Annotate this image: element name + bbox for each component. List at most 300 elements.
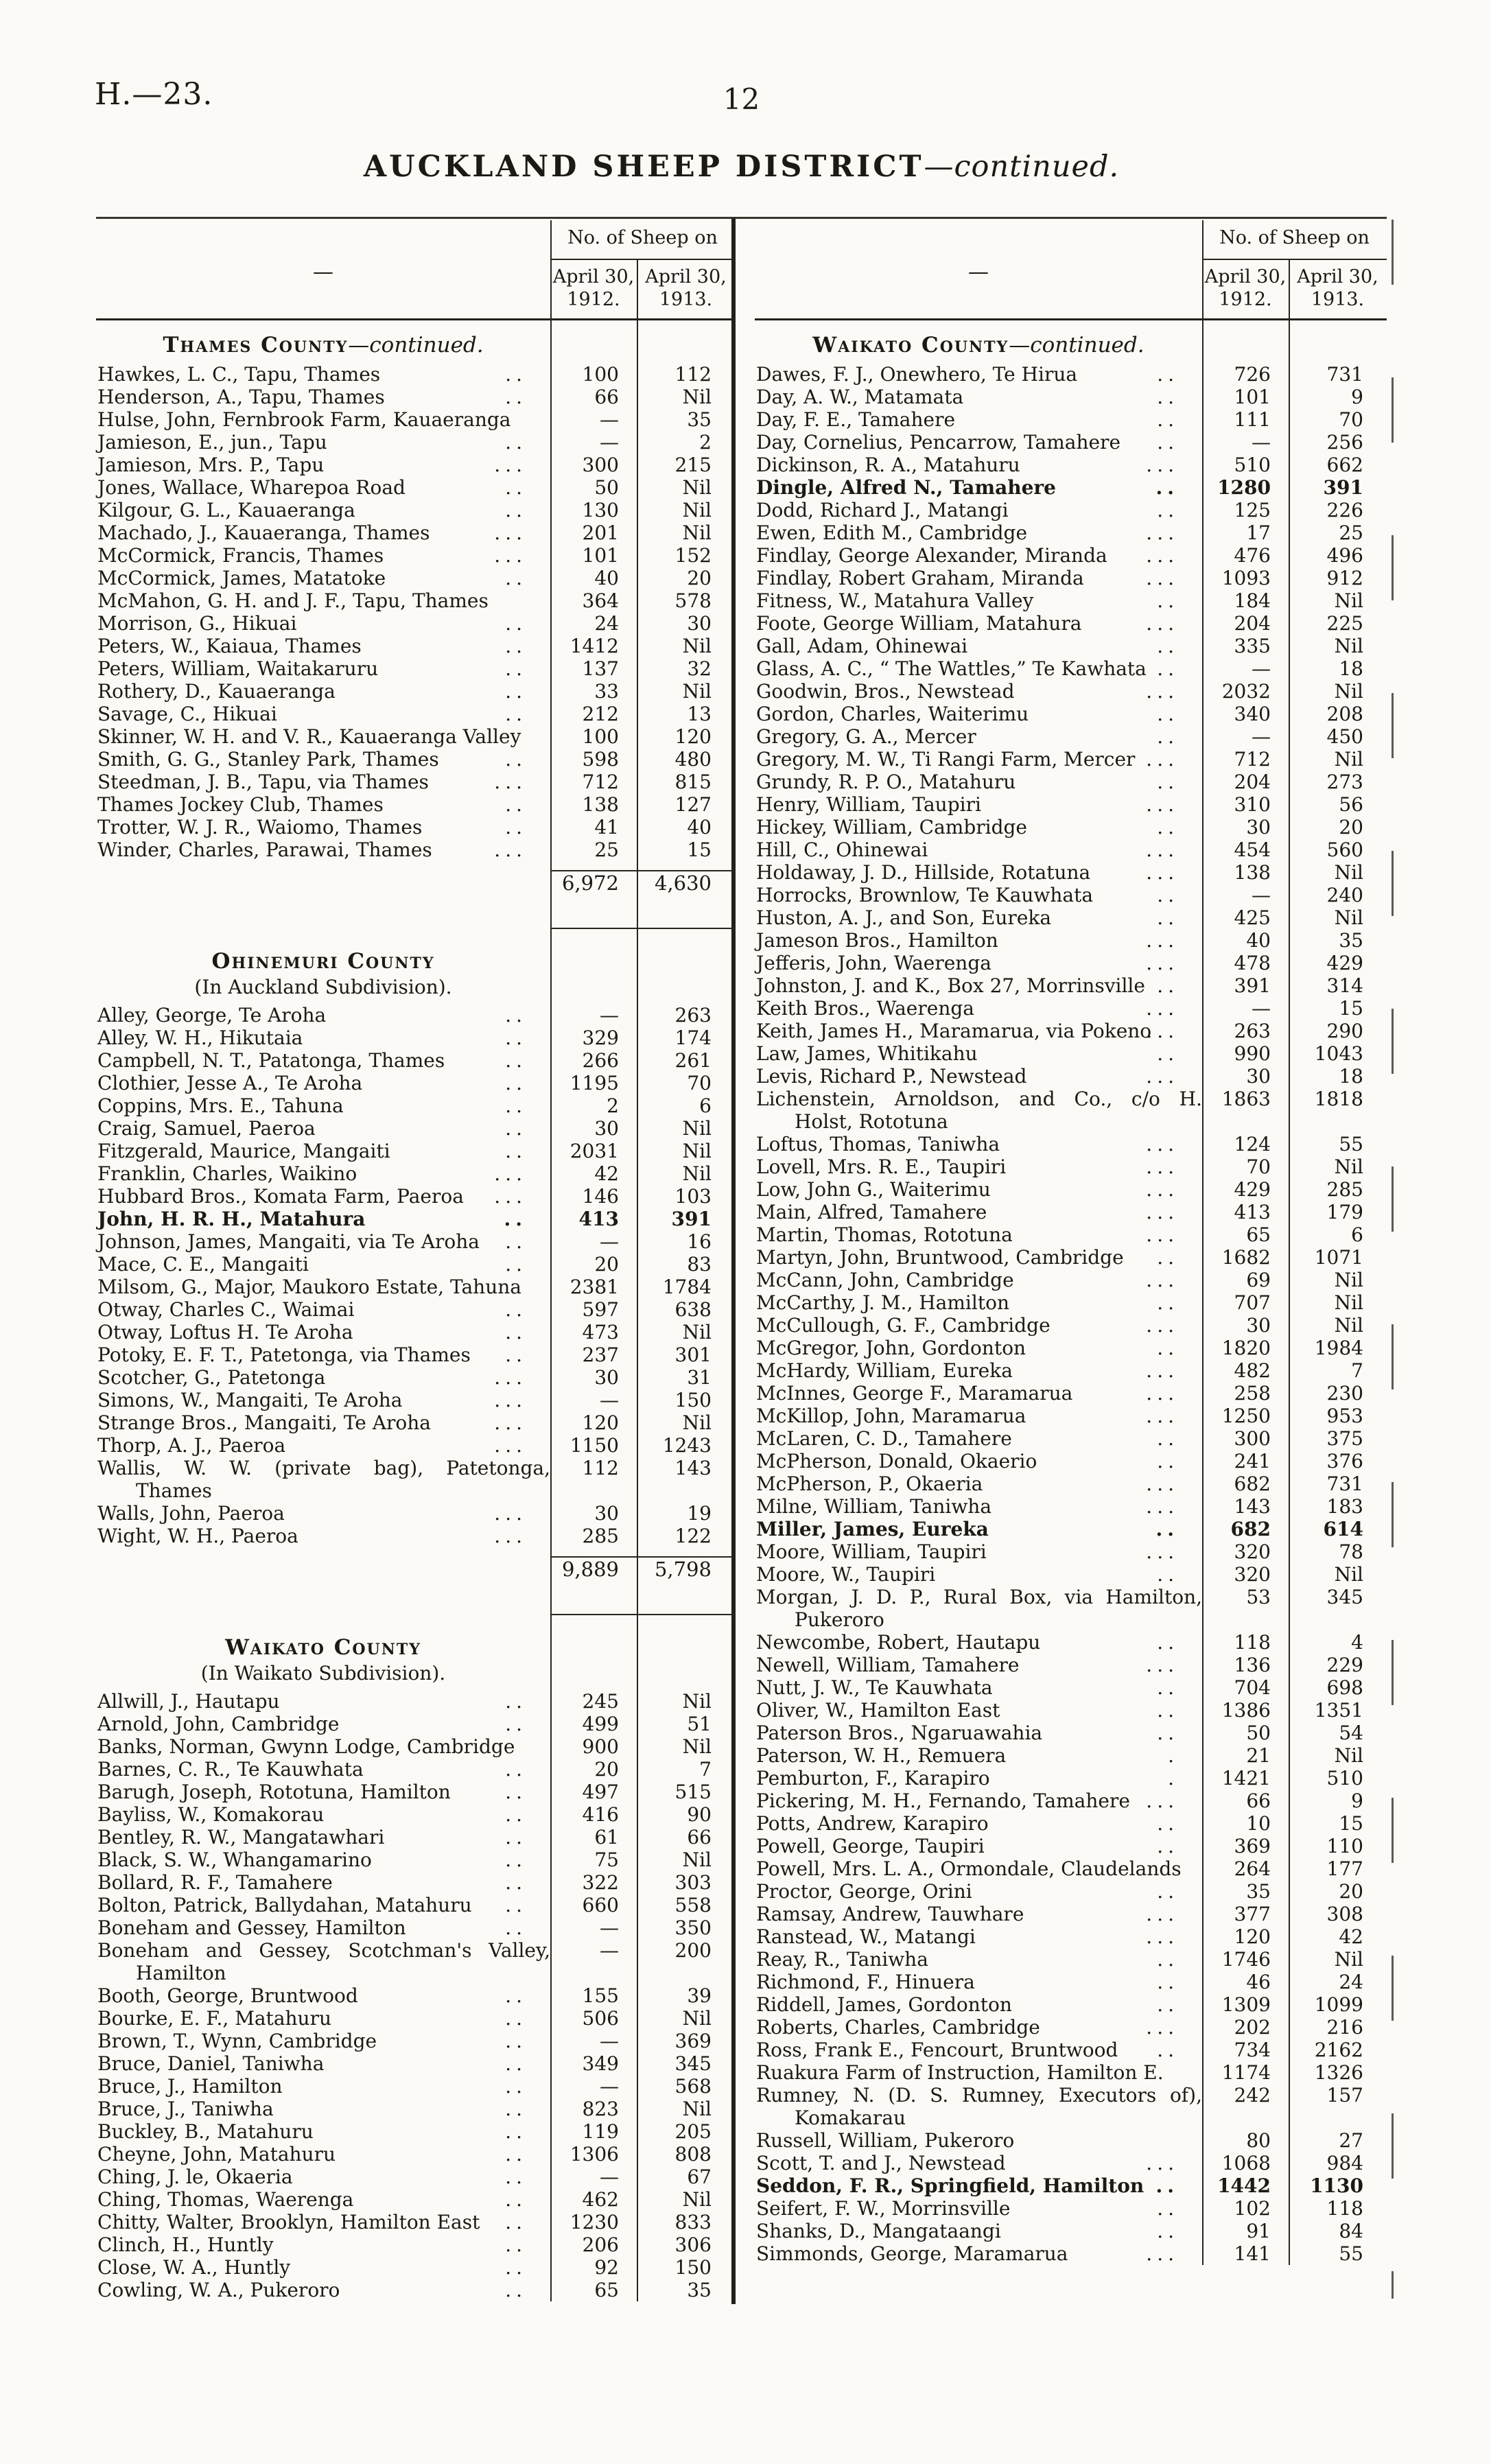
owner-name-text: McLaren, C. D., Tamahere [756,1427,1012,1450]
count-1913: 205 [674,2120,712,2143]
count-1912: 40 [594,567,619,589]
owner-row [96,2211,735,2233]
owner-name [755,1472,1202,1495]
count-1912: 1068 [1221,2152,1271,2174]
owner-row [755,1654,1387,1676]
count-1913: 70 [1339,408,1363,431]
count-1912: 42 [594,1162,619,1185]
dot-leader: .. [505,2279,527,2301]
count-1913: 35 [687,408,712,431]
count-1912: 120 [1234,1925,1271,1948]
owner-row [96,1525,735,1547]
dot-leader: .. [1157,1835,1179,1857]
owner-name-text: Gall, Adam, Ohinewai [756,635,968,657]
owner-name [755,431,1202,454]
count-1912: 112 [582,1457,619,1479]
owner-name [96,1803,550,1826]
owner-row [96,1434,735,1457]
count-1912: 1442 [1217,2174,1271,2197]
count-1913: Nil [682,1321,712,1344]
owner-name [96,748,550,771]
owner-name-text: Milsom, G., Major, Maukoro Estate, Tahuna [97,1276,521,1298]
county-heading [755,331,1202,359]
table-top-rule [96,217,1387,219]
owner-name-text: Findlay, George Alexander, Miranda [756,544,1107,567]
dot-leader: ... [1146,1201,1179,1223]
dot-leader: ... [1146,1790,1179,1812]
count-1912: 734 [1234,2039,1271,2061]
owner-row [96,1117,735,1140]
owner-name-text: Hill, C., Ohinewai [756,838,928,861]
count-1912: 46 [1246,1971,1271,1993]
count-1912: 119 [582,2120,619,2143]
owner-row [96,1026,735,1049]
owner-name [755,2084,1202,2129]
count-1913: Nil [682,680,712,703]
dot-leader: .. [505,2030,527,2052]
count-1912: 300 [1234,1427,1271,1450]
owner-name-text: Craig, Samuel, Paeroa [97,1117,316,1140]
owner-name-line1: Lichenstein, Arnoldson, and Co., c/o H. [756,1088,1202,1110]
owner-name [96,1389,550,1411]
owner-row [755,929,1387,952]
count-1913: 83 [687,1253,712,1276]
dot-leader: .. [1157,2220,1179,2242]
owner-row [755,1857,1387,1880]
owner-name-text: Otway, Loftus H. Te Aroha [97,1321,353,1344]
page-number: 12 [723,82,760,116]
dot-leader: ... [1146,861,1179,884]
dot-leader: .. [505,1849,527,1871]
count-1913: 15 [687,838,712,861]
count-1913: 308 [1326,1903,1363,1925]
owner-name [96,521,550,544]
owner-name [96,1984,550,2007]
count-1912: 130 [582,499,619,521]
owner-name [755,1676,1202,1699]
owner-row [755,1020,1387,1042]
owner-name [755,521,1202,544]
count-1913: Nil [1334,748,1363,771]
owner-name-text: Booth, George, Bruntwood [97,1984,358,2007]
count-1912: 473 [582,1321,619,1344]
owner-row [755,589,1387,612]
count-1912: 1412 [570,635,619,657]
owner-name [755,2197,1202,2220]
continued-label: —continued. [1009,333,1144,357]
owner-row [96,657,735,680]
dot-leader: .. [505,1230,527,1253]
count-1912: 30 [1246,1065,1271,1088]
owner-name-text: Thames Jockey Club, Thames [97,793,384,816]
owner-name-text: Goodwin, Bros., Newstead [756,680,1015,703]
count-1913: 698 [1326,1676,1363,1699]
dot-leader: ... [494,1411,527,1434]
owner-name [755,476,1202,499]
owner-name [96,2052,550,2075]
count-1913: 215 [674,454,712,476]
table-header [96,220,735,320]
count-1912: 320 [1234,1563,1271,1586]
owner-name-text: Paterson Bros., Ngaruawahia [756,1722,1043,1744]
owner-row [96,1826,735,1849]
count-1913: 110 [1326,1835,1363,1857]
owner-row [755,1133,1387,1155]
owner-row [96,1411,735,1434]
owner-name-text: McPherson, P., Okaeria [756,1472,983,1495]
owner-name [96,1298,550,1321]
owner-name [755,1088,1202,1133]
owner-name [755,1925,1202,1948]
count-1912: 136 [1234,1654,1271,1676]
title-continued-label: —continued. [924,150,1120,184]
owner-name [755,1337,1202,1359]
dot-leader: .. [505,2007,527,2030]
count-1913: Nil [1334,1563,1363,1586]
owner-name [755,816,1202,838]
dot-leader: .. [1157,1722,1179,1744]
owner-row [755,567,1387,589]
owner-name [96,1735,550,1758]
owner-name-text: Levis, Richard P., Newstead [756,1065,1027,1088]
owner-name [96,1525,550,1547]
owner-row [96,1230,735,1253]
owner-name [755,2016,1202,2039]
dot-leader: ... [1146,997,1179,1020]
count-1913: 20 [687,567,712,589]
count-1912: 506 [582,2007,619,2030]
count-1912: 50 [594,476,619,499]
dot-leader: .. [505,816,527,838]
count-1912: 990 [1234,1042,1271,1065]
owner-name-text: Fitness, W., Matahura Valley [756,589,1034,612]
count-1912: 1150 [570,1434,619,1457]
owner-row [755,1223,1387,1246]
owner-row [96,1871,735,1894]
count-1913: 118 [1326,2197,1363,2220]
continued-label: —continued. [348,333,484,357]
count-1912: 1306 [570,2143,619,2166]
count-1912: 92 [594,2256,619,2279]
count-1913: 67 [687,2166,712,2188]
owner-name-text: Huston, A. J., and Son, Eureka [756,906,1052,929]
count-1912: 329 [582,1026,619,1049]
dot-leader: .. [1157,2197,1179,2220]
count-1913: 369 [674,2030,712,2052]
section-heading [96,331,550,359]
owner-row [96,771,735,793]
owner-row [755,1405,1387,1427]
owner-row [755,2039,1387,2061]
owner-name [755,1586,1202,1631]
owner-name [755,1812,1202,1835]
count-1912: 20 [594,1758,619,1781]
owner-name [755,1020,1202,1042]
count-1913: 1071 [1314,1246,1363,1269]
dot-leader: .. [505,2143,527,2166]
dot-leader: .. [1157,408,1179,431]
owner-row [755,1835,1387,1857]
dot-leader: .. [505,1690,527,1713]
owner-name [755,1857,1202,1880]
dot-leader: ... [494,838,527,861]
dot-leader: ... [1146,1359,1179,1382]
dot-leader: .. [505,2211,527,2233]
count-1913: 55 [1339,1133,1363,1155]
dot-leader: .. [505,635,527,657]
owner-name-line2: Hamilton [136,1962,226,1984]
count-1913: 510 [1326,1767,1363,1790]
owner-row [96,1389,735,1411]
count-1912: 413 [578,1208,619,1230]
dot-leader: .. [505,567,527,589]
count-1912: — [600,2075,619,2098]
count-1913: 1818 [1314,1088,1363,1110]
owner-name [755,386,1202,408]
owner-row [96,1984,735,2007]
owner-name-text: McCarthy, J. M., Hamilton [756,1291,1009,1314]
owner-name [755,2242,1202,2265]
owner-name-text: McCann, John, Cambridge [756,1269,1014,1291]
count-1913: Nil [682,1849,712,1871]
owner-row [755,2061,1387,2084]
count-1913: 200 [674,1939,712,1962]
count-1912: 704 [1234,1676,1271,1699]
owner-name-line2: Pukeroro [795,1608,884,1631]
count-1913: 226 [1326,499,1363,521]
dot-leader: .. [505,1984,527,2007]
owner-row [96,1094,735,1117]
owner-name-text: Johnson, James, Mangaiti, via Te Aroha [97,1230,480,1253]
owner-row [96,838,735,861]
dot-leader: ... [1146,1065,1179,1088]
owner-name-text: Newell, William, Tamahere [756,1654,1020,1676]
count-1913: Nil [682,2007,712,2030]
owner-row [96,1713,735,1735]
owner-name-text: Strange Bros., Mangaiti, Te Aroha [97,1411,431,1434]
owner-row [755,861,1387,884]
owner-name [96,1004,550,1026]
count-1912: 597 [582,1298,619,1321]
owner-name [96,2075,550,2098]
owner-row [755,1744,1387,1767]
dot-leader: .. [1157,657,1179,680]
count-1913: Nil [682,1735,712,1758]
count-1913: 350 [674,1916,712,1939]
sheep-table-right [755,220,1387,2265]
owner-row [96,2098,735,2120]
count-1913: Nil [682,386,712,408]
owner-name [755,1744,1202,1767]
count-1912: 1863 [1221,1088,1271,1110]
district-title: AUCKLAND SHEEP DISTRICT [363,150,924,184]
count-1912: 1250 [1221,1405,1271,1427]
owner-name-text: Grundy, R. P. O., Matahuru [756,771,1016,793]
owner-name-text: Pickering, M. H., Fernando, Tamahere [756,1790,1130,1812]
count-1913: 256 [1326,431,1363,454]
dot-leader: .. [505,1803,527,1826]
owner-row [96,1457,735,1502]
owner-name-text: Scotcher, G., Patetonga [97,1366,326,1389]
owner-name [96,2233,550,2256]
dot-leader: ... [1146,544,1179,567]
owner-name [755,1291,1202,1314]
owner-row [755,476,1387,499]
count-1913: 15 [1339,997,1363,1020]
owner-name-text: Banks, Norman, Gwynn Lodge, Cambridge [97,1735,515,1758]
count-1913: 35 [687,2279,712,2301]
owner-row [755,657,1387,680]
owner-name-text: McCullough, G. F., Cambridge [756,1314,1050,1337]
owner-row [755,1065,1387,1088]
owner-name-line1: Morgan, J. D. P., Rural Box, via Hamilton, [756,1586,1202,1608]
owner-name-text: Steedman, J. B., Tapu, via Thames [97,771,429,793]
count-1913: 90 [687,1803,712,1826]
owner-name [96,1690,550,1713]
count-1913: 953 [1326,1405,1363,1427]
owner-name-text: Black, S. W., Whangamarino [97,1849,372,1871]
count-1913: 7 [699,1758,712,1781]
count-1912: 482 [1234,1359,1271,1382]
owner-name-text: Hubbard Bros., Komata Farm, Paeroa [97,1185,464,1208]
count-1912: 137 [582,657,619,680]
owner-row [96,1894,735,1916]
count-1912: — [600,1230,619,1253]
owner-name [96,1208,550,1230]
count-1912: 146 [582,1185,619,1208]
count-1913: Nil [1334,1744,1363,1767]
count-1912: — [600,2166,619,2188]
owner-row [755,725,1387,748]
count-1912: 125 [1234,499,1271,521]
owner-name-text: McMahon, G. H. and J. F., Tapu, Thames [97,589,489,612]
count-1913: 35 [1339,929,1363,952]
owner-name [96,793,550,816]
dot-leader: .. [1155,2174,1179,2197]
count-1912: — [1252,725,1271,748]
owner-row [755,1450,1387,1472]
owner-row [755,363,1387,386]
owner-name [755,1246,1202,1269]
owner-row [755,1472,1387,1495]
table-header [755,220,1387,320]
count-1913: 568 [674,2075,712,2098]
count-1912: 266 [582,1049,619,1072]
owner-row [96,454,735,476]
owner-name [96,1344,550,1366]
owner-name [96,1094,550,1117]
owner-name [96,1502,550,1525]
owner-row [755,635,1387,657]
owner-name [96,567,550,589]
count-1913: 7 [1351,1359,1363,1382]
owner-name [755,1314,1202,1337]
owner-name-text: Seddon, F. R., Springfield, Hamilton [756,2174,1144,2197]
owner-name-text: Bentley, R. W., Mangatawhari [97,1826,385,1849]
count-1912: 320 [1234,1540,1271,1563]
count-1913: 345 [674,2052,712,2075]
dot-leader: .. [1157,1427,1179,1450]
owner-row [755,1359,1387,1382]
owner-name [755,2220,1202,2242]
owner-row [755,1767,1387,1790]
owner-name [755,1699,1202,1722]
owner-name [755,499,1202,521]
count-1912: 30 [594,1502,619,1525]
count-1913: 70 [687,1072,712,1094]
owner-name-text: Hickey, William, Cambridge [756,816,1027,838]
owner-name [96,635,550,657]
dot-leader: ... [1146,1405,1179,1427]
count-1913: 638 [674,1298,712,1321]
dot-leader: .. [505,2166,527,2188]
count-1912: 391 [1234,974,1271,997]
owner-row [755,1586,1387,1631]
count-1913: 2 [699,431,712,454]
owner-row [96,2052,735,2075]
count-1913: 496 [1326,544,1363,567]
owner-name [96,657,550,680]
dot-leader: .. [505,1253,527,1276]
count-1912: 499 [582,1713,619,1735]
count-1913: Nil [682,1140,712,1162]
dot-leader: .. [505,2188,527,2211]
dot-leader: .. [505,1049,527,1072]
owner-name [755,771,1202,793]
dot-leader: .. [1157,725,1179,748]
owner-name-text: Ewen, Edith M., Cambridge [756,521,1028,544]
owner-name-text: Ramsay, Andrew, Tauwhare [756,1903,1024,1925]
owner-name [755,703,1202,725]
owner-row [96,544,735,567]
dot-leader: .. [1157,1971,1179,1993]
count-1912: 143 [1234,1495,1271,1518]
owner-name [755,2174,1202,2197]
count-1912: — [1252,997,1271,1020]
dot-leader: . [1168,1767,1179,1790]
count-1913: 152 [674,544,712,567]
owner-name-line1: Boneham and Gessey, Scotchman's Valley, [97,1939,550,1962]
count-1912: 462 [582,2188,619,2211]
owner-name [96,1781,550,1803]
dot-leader: .. [505,1298,527,1321]
table-body [755,320,1387,2265]
owner-name [96,1939,550,1984]
count-1912: 429 [1234,1178,1271,1201]
owner-row [96,635,735,657]
sheep-table-left [96,220,735,2301]
dot-leader: .. [1157,816,1179,838]
owner-row [755,974,1387,997]
owner-name [96,2030,550,2052]
count-1912: 61 [594,1826,619,1849]
owner-name-text: Lovell, Mrs. R. E., Taupiri [756,1155,1007,1178]
dot-leader: ... [1146,454,1179,476]
owner-row [96,1004,735,1026]
owner-name-text: Arnold, John, Cambridge [97,1713,340,1735]
owner-name-line1: Rumney, N. (D. S. Rumney, Executors of), [756,2084,1202,2107]
owner-name [755,408,1202,431]
owner-name [755,1201,1202,1223]
count-1913: 179 [1326,1201,1363,1223]
dot-leader: ... [1146,1314,1179,1337]
owner-row [96,363,735,386]
owner-row [96,2256,735,2279]
owner-row [96,703,735,725]
owner-name-text: Ching, Thomas, Waerenga [97,2188,354,2211]
owner-row [96,476,735,499]
owner-name-text: Simons, W., Mangaiti, Te Aroha [97,1389,403,1411]
